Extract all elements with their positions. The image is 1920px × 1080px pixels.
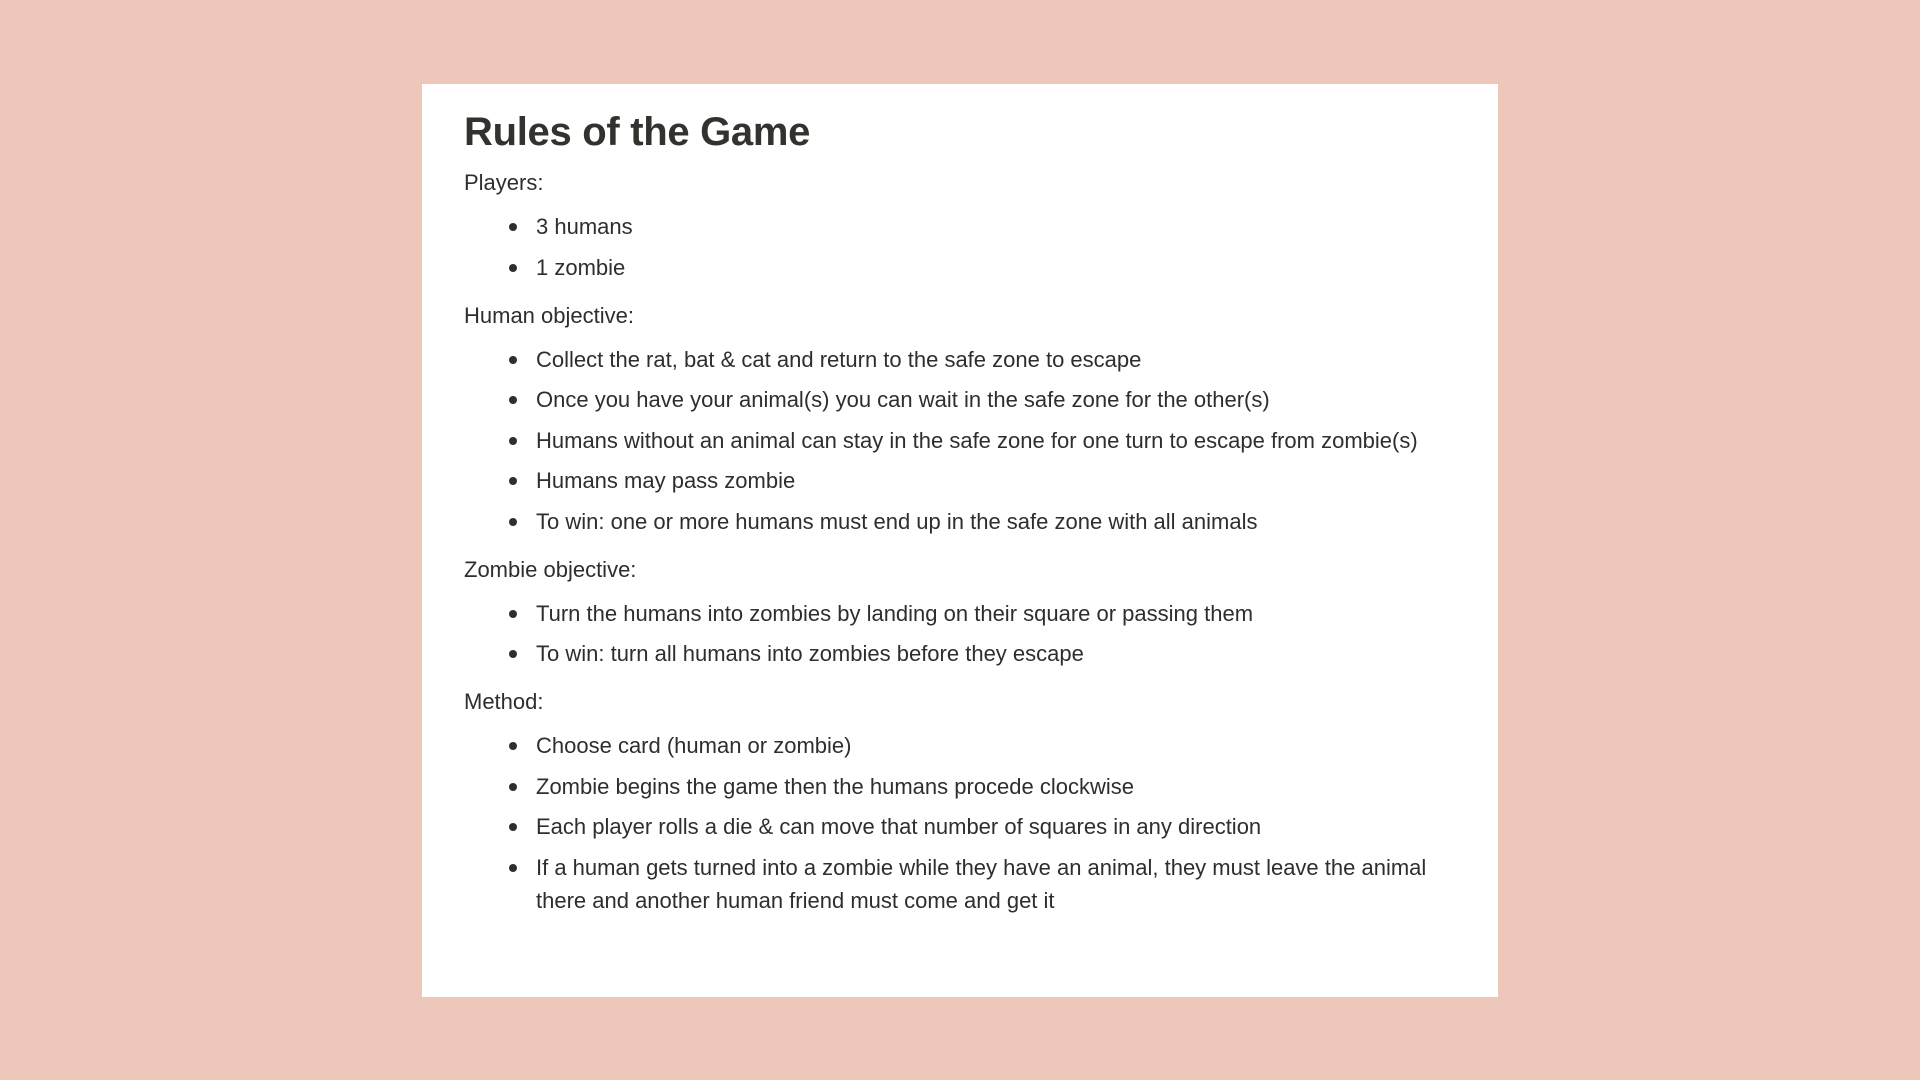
section-method	[464, 689, 1458, 917]
section-human-objective	[464, 303, 1458, 538]
list-item: Once you have your animal(s) you can wait in the safe zone for the other(s)	[536, 383, 1458, 416]
list-item: 3 humans	[536, 210, 1458, 243]
list-item: Humans may pass zombie	[536, 464, 1458, 497]
list-item: Choose card (human or zombie)	[536, 729, 1458, 762]
list-item: Collect the rat, bat & cat and return to the safe zone to escape	[536, 343, 1458, 376]
list-item: Turn the humans into zombies by landing on their square or passing them	[536, 597, 1458, 630]
list-item: Zombie begins the game then the humans procede clockwise	[536, 770, 1458, 803]
list-item: If a human gets turned into a zombie while they have an animal, they must leave the animal there and another human friend must come and get it	[536, 851, 1458, 917]
section-zombie-objective	[464, 557, 1458, 671]
list-item: 1 zombie	[536, 251, 1458, 284]
page-title: Rules of the Game	[464, 110, 811, 154]
list-item: Humans without an animal can stay in the safe zone for one turn to escape from zombie(s)	[536, 424, 1458, 457]
list-item: Each player rolls a die & can move that number of squares in any direction	[536, 810, 1458, 843]
section-label-human-objective: Human objective:	[464, 302, 634, 328]
rules-card	[422, 84, 1498, 997]
list-item: To win: turn all humans into zombies before they escape	[536, 637, 1458, 670]
section-label-players: Players:	[464, 170, 544, 195]
section-label-method: Method:	[464, 689, 544, 714]
players-list	[464, 210, 1458, 284]
list-item: To win: one or more humans must end up in the safe zone with all animals	[536, 505, 1458, 538]
human-objective-list	[464, 343, 1458, 538]
section-players	[464, 170, 1458, 284]
section-label-zombie-objective: Zombie objective:	[464, 556, 637, 582]
zombie-objective-list	[464, 597, 1458, 671]
method-list	[464, 729, 1458, 917]
